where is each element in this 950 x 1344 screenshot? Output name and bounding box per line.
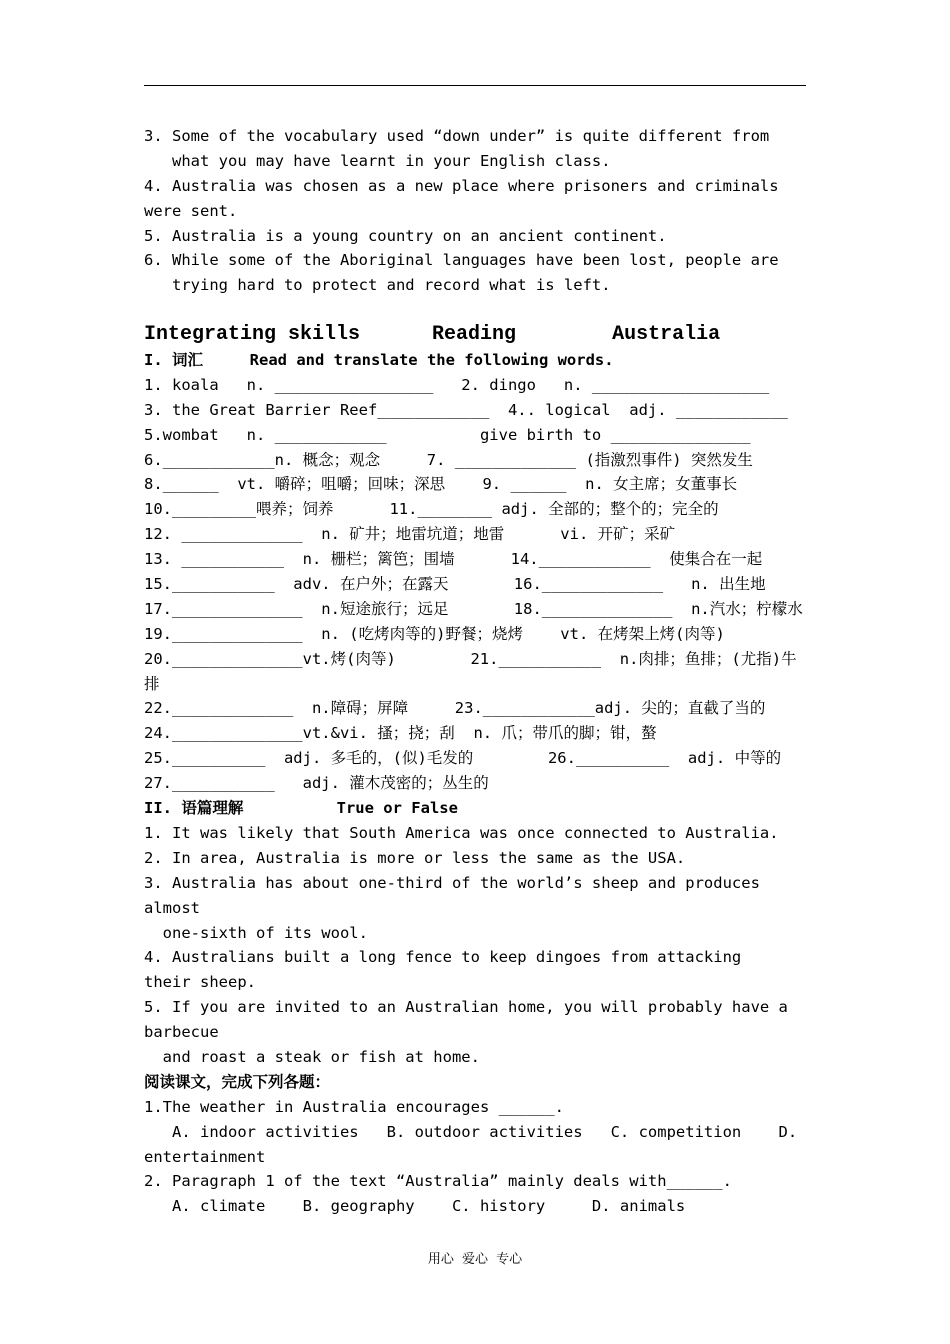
text-line: trying hard to protect and record what is left. [144,276,611,295]
text-line: 4. Australia was chosen as a new place where prisoners and criminals [144,176,779,195]
text-line: almost [144,898,200,917]
text-line: 8.______ vt. 嚼碎；咀嚼；回味；深思 9. ______ n. 女主席；女董事长 [144,475,738,494]
text-line: 3. Australia has about one-third of the world’s sheep and produces [144,873,760,892]
text-line: 25.__________ adj. 多毛的，(似)毛发的 26.__________ adj. 中等的 [144,749,782,768]
text-line: what you may have learnt in your English class. [144,151,611,170]
text-line: 20.______________vt.烤(肉等) 21.___________ n.肉排；鱼排；(尤指)牛 [144,649,797,668]
document-body [144,124,806,1219]
text-line: 2. Paragraph 1 of the text “Australia” mainly deals with______. [144,1172,732,1191]
text-line: 12. _____________ n. 矿井；地雷坑道；地雷 vi. 开矿；采矿 [144,525,676,544]
section-label: 阅读课文，完成下列各题： [144,1072,331,1091]
text-line: were sent. [144,201,238,220]
text-line: 24.______________vt.&vi. 搔；挠；刮 n. 爪；带爪的脚；钳，螯 [144,724,657,743]
text-line: 5.wombat n. ____________ give birth to _______________ [144,425,751,444]
text-line: 6. While some of the Aboriginal languages have been lost, people are [144,251,779,270]
text-line: 15.___________ adv. 在户外；在露天 16._____________ n. 出生地 [144,575,766,594]
text-line: their sheep. [144,973,256,992]
page-footer: 用心 爱心 专心 [427,1252,523,1267]
text-line: 6.____________n. 概念；观念 7. _____________ (指激烈事件) 突然发生 [144,450,753,469]
text-line: 1. koala n. _________________ 2. dingo n. ___________________ [144,375,770,394]
text-line: 4. Australians built a long fence to keep dingoes from attacking [144,948,742,967]
text-line: A. indoor activities B. outdoor activities C. competition D. [144,1122,798,1141]
section-heading: Integrating skills Reading Australia [144,323,721,347]
text-line: 3. the Great Barrier Reef____________ 4.. logical adj. ____________ [144,400,788,419]
text-line: barbecue [144,1023,219,1042]
text-line: 13. ___________ n. 栅栏；篱笆；围墙 14.____________ 使集合在一起 [144,550,763,569]
text-line: 排 [144,674,160,693]
text-line: 10._________喂养；饲养 11.________ adj. 全部的；整个的；完全的 [144,500,719,519]
text-line: 19.______________ n. (吃烤肉等的)野餐；烧烤 vt. 在烤架上烤(肉等) [144,624,725,643]
text-line: 5. If you are invited to an Australian home, you will probably have a [144,998,788,1017]
text-line: 22._____________ n.障碍；屏障 23.____________adj. 尖的；直截了当的 [144,699,766,718]
text-line: 3. Some of the vocabulary used “down under” is quite different from [144,127,770,145]
text-line: 1. It was likely that South America was once connected to Australia. [144,823,779,842]
text-line: 27.___________ adj. 灌木茂密的；丛生的 [144,774,489,793]
text-line [144,298,806,323]
text-line: 2. In area, Australia is more or less the same as the USA. [144,848,686,867]
text-line: one-sixth of its wool. [144,923,368,942]
header-rule [144,85,806,86]
text-line: and roast a steak or fish at home. [144,1047,480,1066]
text-line: 17.______________ n.短途旅行；远足 18.______________ n.汽水；柠檬水 [144,599,803,618]
text-line: A. climate B. geography C. history D. animals [144,1197,686,1216]
section-label: II. 语篇理解 True or False [144,799,458,818]
text-line: 1.The weather in Australia encourages ______. [144,1097,564,1116]
text-line: 5. Australia is a young country on an ancient continent. [144,226,667,245]
text-line: entertainment [144,1147,266,1166]
section-label: I. 词汇 Read and translate the following words. [144,351,614,370]
